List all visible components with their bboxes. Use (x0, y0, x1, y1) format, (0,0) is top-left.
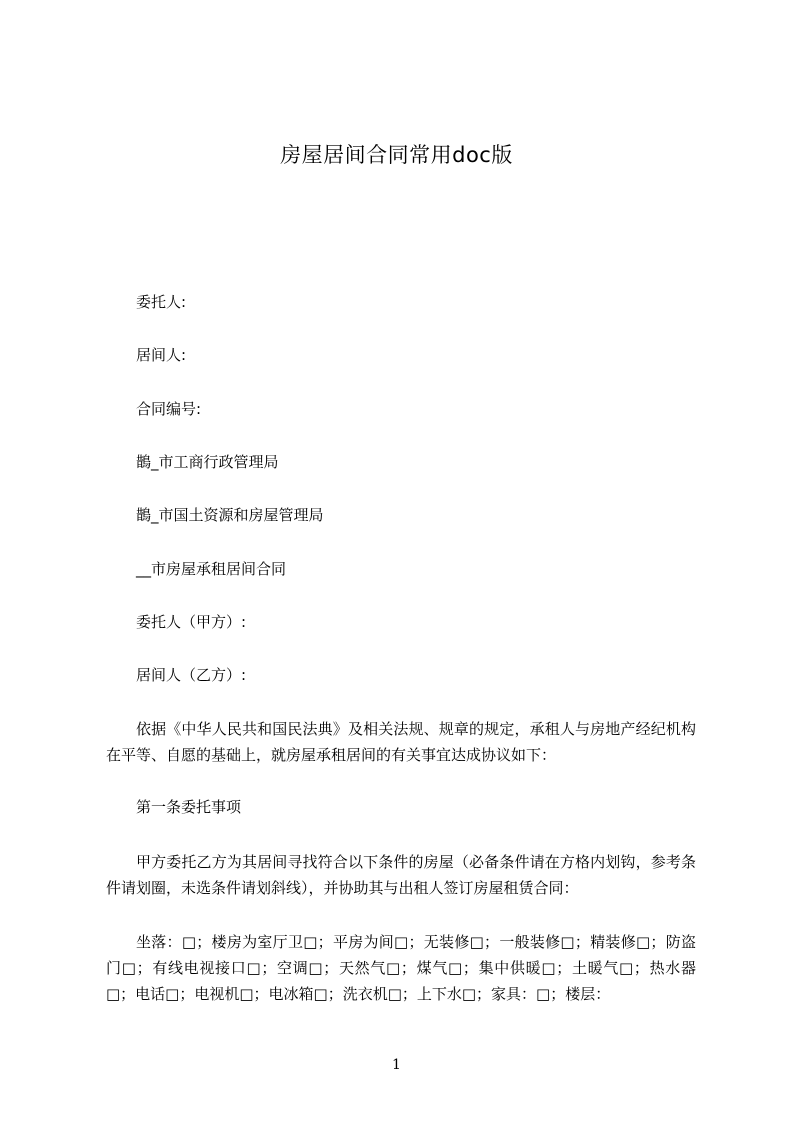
client-label: 委托人: (136, 293, 187, 311)
commission-paragraph: 甲方委托乙方为其居间寻找符合以下条件的房屋（必备条件请在方格内划钩，参考条件请划圈，未选条件请划斜线），并协助其与出租人签订房屋租赁合同： (106, 853, 696, 897)
contract-name-line: __市房屋承租居间合同 (136, 560, 287, 578)
party-a-label: 委托人（甲方）: (136, 613, 247, 631)
page-number: 1 (392, 1057, 401, 1073)
issuing-authority-2: 鵲_市国土资源和房屋管理局 (136, 506, 324, 524)
intermediary-label: 居间人: (136, 346, 187, 364)
contract-number-label: 合同编号: (136, 400, 202, 418)
document-title: 房屋居间合同常用doc版 (280, 143, 513, 167)
article-1-heading: 第一条委托事项 (136, 798, 242, 816)
issuing-authority-1: 鵲_市工商行政管理局 (136, 453, 279, 471)
preamble-paragraph: 依据《中华人民共和国民法典》及相关法规、规章的规定，承租人与房地产经纪机构在平等、自愿的基础上，就房屋承租居间的有关事宜达成协议如下： (106, 720, 696, 764)
house-conditions-paragraph: 坐落：□；楼房为室厅卫□；平房为间□；无装修□；一般装修□；精装修□；防盗门□；有线电视接口□；空调□；天然气□；煤气□；集中供暖□；土暖气□；热水器□；电话□；电视机□；电冰箱□；洗衣机□；上下水□；家具：□；楼层： (106, 933, 696, 1003)
party-b-label: 居间人（乙方）: (136, 666, 247, 684)
